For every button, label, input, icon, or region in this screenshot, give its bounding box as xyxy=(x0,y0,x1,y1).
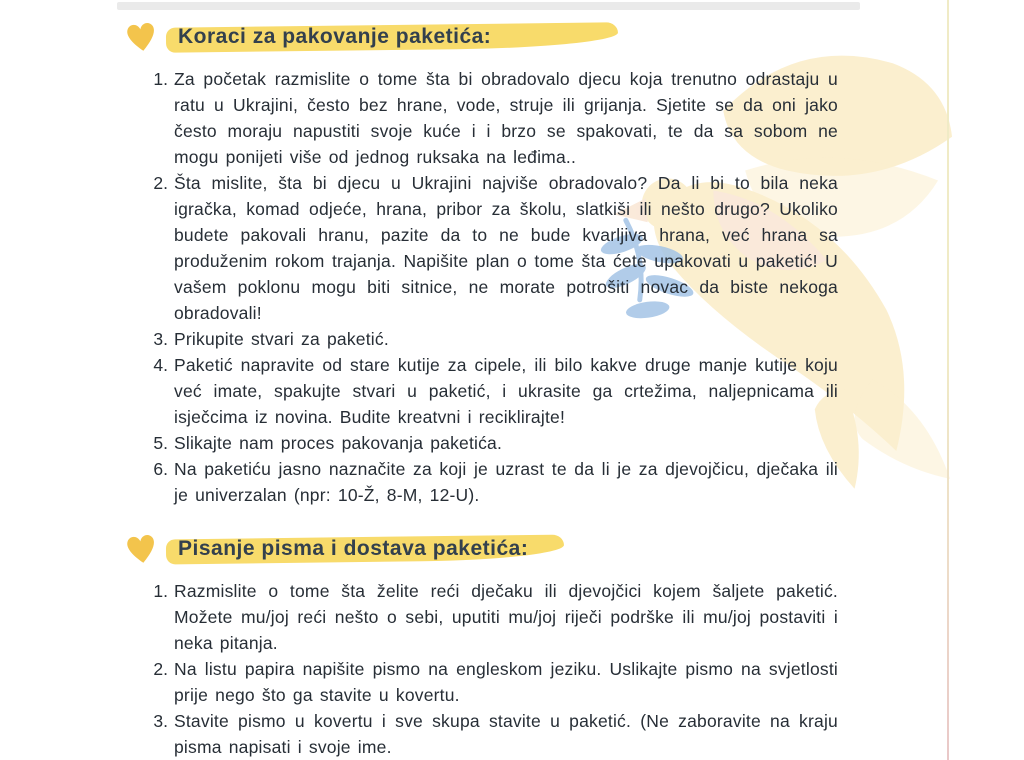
list-item xyxy=(148,170,838,326)
list-item-text: Paketić napravite od stare kutije za cipele, ili bilo kakve druge manje kutije koju već imate, spakujte stvari u paketić, i ukrasite ga crtežima, naljepnicama ili isječcima iz novina. Budite kreatvni i reciklirajte! xyxy=(174,355,838,427)
packing-steps-list xyxy=(126,66,838,508)
list-item-text: Na paketiću jasno naznačite za koji je uzrast te da li je za djevojčicu, dječaka ili je univerzalan (npr: 10-Ž, 8-M, 12-U). xyxy=(174,459,838,505)
list-item-text: Prikupite stvari za paketić. xyxy=(174,329,389,349)
heart-icon xyxy=(124,20,159,55)
list-item xyxy=(148,456,838,508)
list-item xyxy=(148,66,838,170)
top-edge-bar xyxy=(117,2,860,10)
section-letter-delivery xyxy=(126,532,838,760)
list-item-text: Slikajte nam proces pakovanja paketića. xyxy=(174,433,503,453)
list-item xyxy=(148,352,838,430)
list-item xyxy=(148,708,838,760)
section-heading xyxy=(126,20,838,53)
page-edge-line xyxy=(947,0,949,760)
list-item-text: Šta mislite, šta bi djecu u Ukrajini najviše obradovalo? Da li bi to bila neka igračka, komad odjeće, hrana, pribor za školu, slatkiši ili nešto drugo? Ukoliko budete pakovali hranu, pazite da to ne bude kvarljiva hrana, već hrana sa produženim rokom trajanja. Napišite plan o tome šta ćete upakovati u paketić! U vašem poklonu mogu biti sitnice, ne morate potrošiti novac da biste nekoga obradovali! xyxy=(174,173,838,323)
list-item-text: Stavite pismo u kovertu i sve skupa stavite u paketić. (Ne zaboravite na kraju pisma napisati i svoje ime. xyxy=(174,711,838,757)
heading-highlight-wrap xyxy=(170,22,501,52)
document-body xyxy=(126,20,838,760)
section-title: Koraci za pakovanje paketića: xyxy=(178,24,492,48)
list-item-text: Na listu papira napišite pismo na engleskom jeziku. Uslikajte pismo na svjetlosti prije nego što ga stavite u kovertu. xyxy=(174,659,838,705)
section-heading xyxy=(126,532,838,565)
list-item xyxy=(148,326,838,352)
section-title: Pisanje pisma i dostava paketića: xyxy=(178,536,529,560)
heading-highlight-wrap xyxy=(170,534,538,564)
letter-steps-list xyxy=(126,578,838,760)
list-item xyxy=(148,430,838,456)
list-item-text: Razmislite o tome šta želite reći dječaku ili djevojčici kojem šaljete paketić. Možete mu/joj reći nešto o sebi, uputiti mu/joj riječi podrške ili mu/joj postaviti i neka pitanja. xyxy=(174,581,838,653)
list-item-text: Za početak razmislite o tome šta bi obradovalo djecu koja trenutno odrastaju u ratu u Ukrajini, često bez hrane, vode, struje ili grijanja. Sjetite se da oni jako često moraju napustiti svoje kuće i i brzo se spakovati, te da sa sobom ne mogu ponijeti više od jednog ruksaka na leđima.. xyxy=(174,69,838,167)
list-item xyxy=(148,578,838,656)
section-packing-steps xyxy=(126,20,838,508)
heart-icon xyxy=(124,532,159,567)
list-item xyxy=(148,656,838,708)
